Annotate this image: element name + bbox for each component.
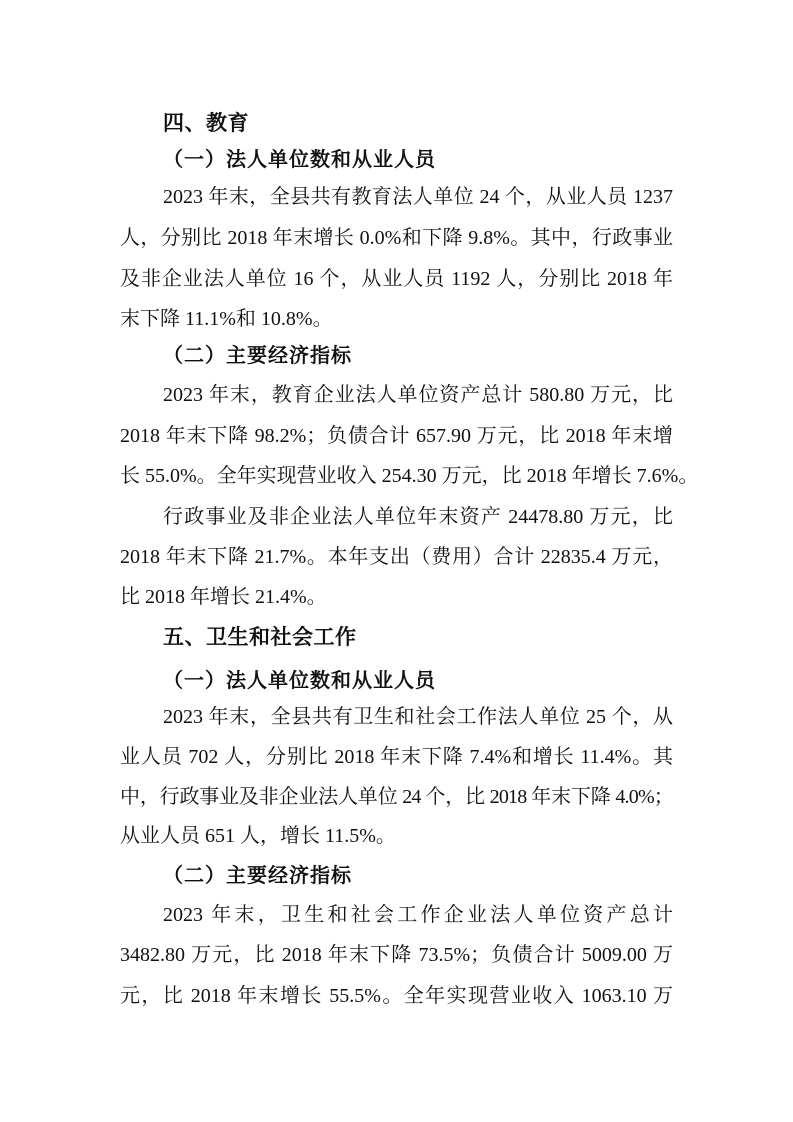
section-heading: 五、卫生和社会工作 bbox=[163, 625, 357, 649]
subsection-heading: （一）法人单位数和从业人员 bbox=[163, 670, 436, 692]
paragraph-line: 2018 年末下降 21.7%。本年支出（费用）合计 22835.4 万元， bbox=[120, 546, 673, 568]
paragraph-line: 比 2018 年增长 21.4%。 bbox=[120, 586, 327, 608]
paragraph-line: 3482.80 万元，比 2018 年末下降 73.5%；负债合计 5009.00 万 bbox=[120, 944, 673, 966]
paragraph-line: 元，比 2018 年末增长 55.5%。全年实现营业收入 1063.10 万 bbox=[120, 985, 673, 1007]
paragraph-line: 2023 年末，全县共有教育法人单位 24 个，从业人员 1237 bbox=[163, 186, 673, 208]
paragraph-line: 业人员 702 人，分别比 2018 年末下降 7.4%和增长 11.4%。其 bbox=[120, 746, 673, 768]
subsection-heading: （二）主要经济指标 bbox=[163, 865, 352, 887]
paragraph-line: 中，行政事业及非企业法人单位 24 个，比 2018 年末下降 4.0%； bbox=[120, 786, 673, 808]
paragraph-line: 2023 年末，教育企业法人单位资产总计 580.80 万元，比 bbox=[163, 384, 673, 406]
paragraph-line: 及非企业法人单位 16 个，从业人员 1192 人，分别比 2018 年 bbox=[120, 268, 673, 290]
subsection-heading: （一）法人单位数和从业人员 bbox=[163, 149, 436, 171]
paragraph-line: 人，分别比 2018 年末增长 0.0%和下降 9.8%。其中，行政事业 bbox=[120, 227, 673, 249]
paragraph-line: 行政事业及非企业法人单位年末资产 24478.80 万元，比 bbox=[163, 506, 673, 528]
paragraph-line: 2023 年末，全县共有卫生和社会工作法人单位 25 个，从 bbox=[163, 706, 673, 728]
paragraph-line: 长 55.0%。全年实现营业收入 254.30 万元，比 2018 年增长 7.6%。 bbox=[120, 465, 699, 487]
paragraph-line: 2023 年末，卫生和社会工作企业法人单位资产总计 bbox=[163, 904, 673, 926]
subsection-heading: （二）主要经济指标 bbox=[163, 345, 352, 367]
section-heading: 四、教育 bbox=[163, 111, 249, 135]
paragraph-line: 2018 年末下降 98.2%；负债合计 657.90 万元，比 2018 年末增 bbox=[120, 425, 673, 447]
paragraph-line: 从业人员 651 人，增长 11.5%。 bbox=[120, 825, 396, 847]
paragraph-line: 末下降 11.1%和 10.8%。 bbox=[120, 308, 333, 330]
